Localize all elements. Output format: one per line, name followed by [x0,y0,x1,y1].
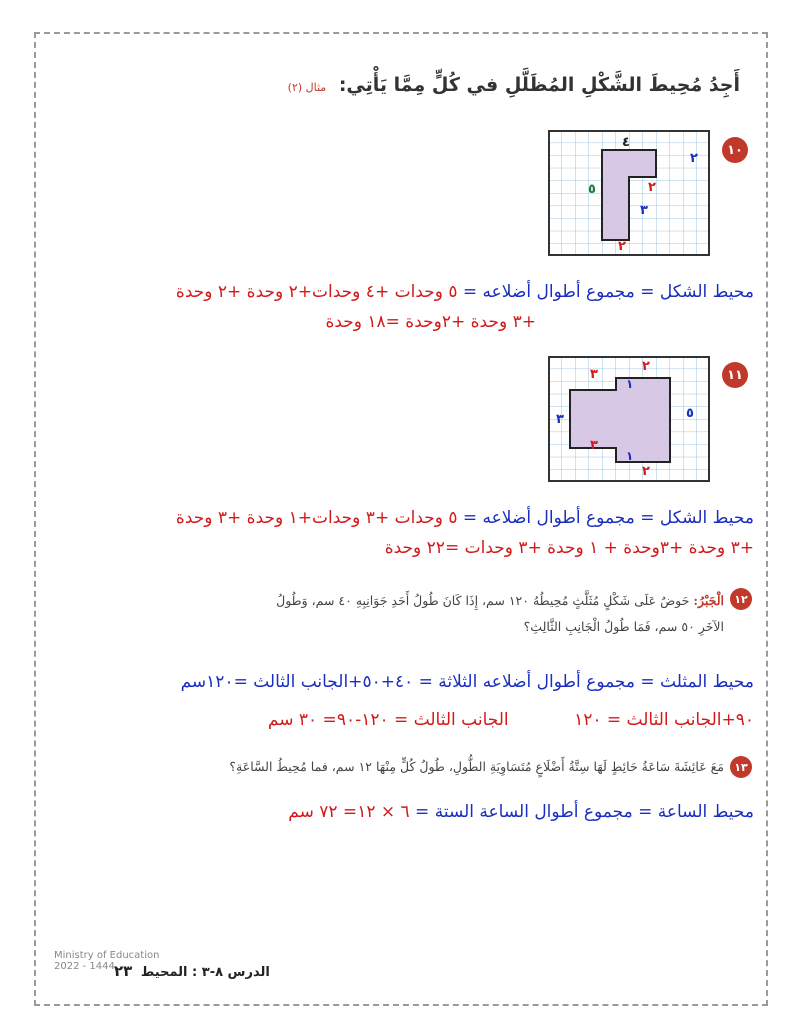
q10-answer-formula: محيط الشكل = مجموع أطوال أضلاعه = [457,282,754,302]
question-number-12: ١٢ [730,588,752,610]
q10-label-left: ٥ [588,182,596,197]
q11-label-top-left: ٣ [590,367,598,382]
q12-text-line1: حَوضٌ عَلَى شَكْلٍ مُثَلَّثٍ مُحِيطُهُ ١٢٠ سم، إِذَا كَانَ طُولُ أَحَدِ جَوَانِبِهِ ٤٠ سم، وَطُولُ [276,593,690,608]
q12-answer-line1: محيط المثلث = مجموع أطوال أضلاعه الثلاثة = ٤٠+٥٠+الجانب الثالث =١٢٠سم [180,672,754,692]
ministry-name: Ministry of Education [54,950,160,961]
page-footer [54,950,314,990]
q12-keyword: الْجَبْرُ: [693,593,724,608]
ministry-year: 2022 - 1444 [54,961,115,972]
q10-label-top: ٤ [622,135,630,150]
page-number: ٢٣ [114,962,133,980]
question-number-11: ١١ [722,362,748,388]
question-number-13: ١٣ [730,756,752,778]
q11-answer-line1 [176,504,754,533]
q13-answer-values: ٦ × ١٢= ٧٢ سم [288,802,410,822]
lesson-footer [114,962,270,980]
q11-label-notch-bottom: ١ [626,449,634,463]
q11-answer-line2: +٣ وحدة +٣وحدة + ١ وحدة +٣ وحدات =٢٢ وحدة [384,538,754,558]
q12-answer-step2: الجانب الثالث = ١٢٠-٩٠= ٣٠ سم [267,710,509,730]
q11-figure [548,356,710,482]
q10-label-inner: ٣ [640,203,648,218]
q11-label-bottom-left: ٣ [590,438,598,453]
question-number-10: ١٠ [722,137,748,163]
q10-answer-values: ٥ وحدات +٤ وحدات+٢ وحدة +٢ وحدة [175,282,458,302]
q10-figure [548,130,710,256]
q13-answer [288,798,754,827]
q11-answer-formula: محيط الشكل = مجموع أطوال أضلاعه = [457,508,754,528]
q11-label-top-right: ٢ [642,359,650,374]
q13-answer-formula: محيط الساعة = مجموع أطوال الساعة الستة = [409,802,754,822]
q11-label-right: ٥ [686,406,694,421]
q10-answer-line2: +٣ وحدة +٢وحدة =١٨ وحدة [325,312,536,332]
q11-label-left: ٣ [556,412,564,427]
q12-problem [104,588,724,640]
q10-label-step: ٢ [648,180,656,195]
q11-label-notch-top: ١ [626,377,634,391]
q10-label-bottom: ٢ [618,239,626,254]
q10-label-right: ٢ [690,151,698,166]
lesson-title: الدرس ٨-٣ : المحيط [140,965,270,980]
q12-answer-line2 [94,706,754,735]
q11-answer-values: ٥ وحدات +٣ وحدات+١ وحدة +٣ وحدة [175,508,458,528]
q10-answer-line1 [176,278,754,307]
heading-text: أَجِدُ مُحِيطَ الشَّكْلِ المُظَلَّلِ في كُلٍّ مِمَّا يَأْتِي: [338,74,740,96]
q11-label-bottom-right: ٢ [642,464,650,479]
example-reference: مثال (٢) [287,81,327,94]
q13-problem: مَعَ عَائِشَةَ سَاعَةُ حَائِطٍ لَهَا سِتَّةُ أَضْلَاعٍ مُتَسَاوِيَةِ الطُّولِ، طُولُ كُلٍّ مِنْهَا ١٢ سم، فما مُحِيطُ السَّاعَةِ؟ [229,759,724,774]
q12-text-line2: الآخَرِ ٥٠ سم، فَمَا طُولُ الْجَانِبِ الثَّالِثِ؟ [523,619,724,634]
q12-answer-step1: ٩٠+الجانب الثالث = ١٢٠ [574,710,754,730]
exercise-heading [288,74,740,96]
